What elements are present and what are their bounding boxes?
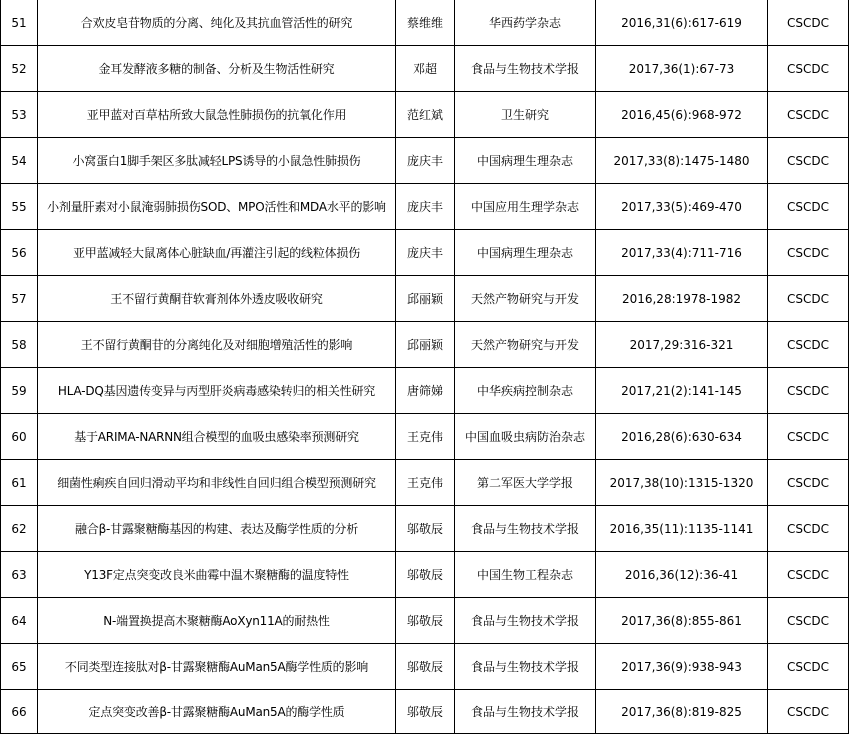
author-cell: 邬敬辰 — [396, 690, 455, 734]
author-cell: 王克伟 — [396, 414, 455, 460]
title-cell: N-端置换提高木聚糖酶AoXyn11A的耐热性 — [38, 598, 396, 644]
row-number-cell: 56 — [1, 230, 38, 276]
table-row — [1, 414, 849, 460]
row-number-cell: 54 — [1, 138, 38, 184]
title-cell: 小窝蛋白1脚手架区多肽减轻LPS诱导的小鼠急性肺损伤 — [38, 138, 396, 184]
author-cell: 范红斌 — [396, 92, 455, 138]
journal-cell: 天然产物研究与开发 — [455, 322, 596, 368]
title-cell: 王不留行黄酮苷的分离纯化及对细胞增殖活性的影响 — [38, 322, 396, 368]
index-cell: CSCDC — [768, 46, 849, 92]
journal-cell: 食品与生物技术学报 — [455, 644, 596, 690]
index-cell: CSCDC — [768, 598, 849, 644]
author-cell: 邬敬辰 — [396, 552, 455, 598]
index-cell: CSCDC — [768, 322, 849, 368]
index-cell: CSCDC — [768, 0, 849, 46]
title-cell: Y13F定点突变改良米曲霉中温木聚糖酶的温度特性 — [38, 552, 396, 598]
index-cell: CSCDC — [768, 690, 849, 734]
title-cell: 王不留行黄酮苷软膏剂体外透皮吸收研究 — [38, 276, 396, 322]
author-cell: 邬敬辰 — [396, 506, 455, 552]
row-number-cell: 60 — [1, 414, 38, 460]
author-cell: 邬敬辰 — [396, 644, 455, 690]
publication-info-cell: 2017,33(4):711-716 — [596, 230, 768, 276]
row-number-cell: 62 — [1, 506, 38, 552]
title-cell: 融合β-甘露聚糖酶基因的构建、表达及酶学性质的分析 — [38, 506, 396, 552]
row-number-cell: 52 — [1, 46, 38, 92]
row-number-cell: 59 — [1, 368, 38, 414]
author-cell: 唐筛娣 — [396, 368, 455, 414]
journal-cell: 中国生物工程杂志 — [455, 552, 596, 598]
title-cell: 金耳发酵液多糖的制备、分析及生物活性研究 — [38, 46, 396, 92]
row-number-cell: 57 — [1, 276, 38, 322]
journal-cell: 食品与生物技术学报 — [455, 46, 596, 92]
table-row — [1, 460, 849, 506]
publication-info-cell: 2017,36(9):938-943 — [596, 644, 768, 690]
publication-info-cell: 2016,28(6):630-634 — [596, 414, 768, 460]
title-cell: 基于ARIMA-NARNN组合模型的血吸虫感染率预测研究 — [38, 414, 396, 460]
title-cell: 合欢皮皂苷物质的分离、纯化及其抗血管活性的研究 — [38, 0, 396, 46]
title-cell: 不同类型连接肽对β-甘露聚糖酶AuMan5A酶学性质的影响 — [38, 644, 396, 690]
row-number-cell: 65 — [1, 644, 38, 690]
table-body — [1, 0, 849, 734]
table-row — [1, 276, 849, 322]
journal-cell: 天然产物研究与开发 — [455, 276, 596, 322]
table-row — [1, 322, 849, 368]
author-cell: 邱丽颖 — [396, 276, 455, 322]
index-cell: CSCDC — [768, 414, 849, 460]
journal-cell: 华西药学杂志 — [455, 0, 596, 46]
table-row — [1, 690, 849, 734]
journal-cell: 第二军医大学学报 — [455, 460, 596, 506]
journal-cell: 中国应用生理学杂志 — [455, 184, 596, 230]
publication-info-cell: 2017,38(10):1315-1320 — [596, 460, 768, 506]
author-cell: 庞庆丰 — [396, 230, 455, 276]
row-number-cell: 66 — [1, 690, 38, 734]
index-cell: CSCDC — [768, 230, 849, 276]
author-cell: 王克伟 — [396, 460, 455, 506]
row-number-cell: 53 — [1, 92, 38, 138]
index-cell: CSCDC — [768, 506, 849, 552]
table-row — [1, 46, 849, 92]
row-number-cell: 55 — [1, 184, 38, 230]
row-number-cell: 51 — [1, 0, 38, 46]
title-cell: 亚甲蓝减轻大鼠离体心脏缺血/再灌注引起的线粒体损伤 — [38, 230, 396, 276]
title-cell: HLA-DQ基因遗传变异与丙型肝炎病毒感染转归的相关性研究 — [38, 368, 396, 414]
journal-cell: 食品与生物技术学报 — [455, 598, 596, 644]
table-row — [1, 184, 849, 230]
table-row — [1, 138, 849, 184]
title-cell: 亚甲蓝对百草枯所致大鼠急性肺损伤的抗氧化作用 — [38, 92, 396, 138]
title-cell: 定点突变改善β-甘露聚糖酶AuMan5A的酶学性质 — [38, 690, 396, 734]
publication-info-cell: 2017,36(1):67-73 — [596, 46, 768, 92]
publication-info-cell: 2016,31(6):617-619 — [596, 0, 768, 46]
journal-cell: 卫生研究 — [455, 92, 596, 138]
title-cell: 细菌性痢疾自回归滑动平均和非线性自回归组合模型预测研究 — [38, 460, 396, 506]
table-row — [1, 92, 849, 138]
table-row — [1, 230, 849, 276]
author-cell: 邬敬辰 — [396, 598, 455, 644]
table-row — [1, 644, 849, 690]
table-row — [1, 506, 849, 552]
row-number-cell: 63 — [1, 552, 38, 598]
journal-cell: 中华疾病控制杂志 — [455, 368, 596, 414]
table-row — [1, 598, 849, 644]
publication-info-cell: 2017,29:316-321 — [596, 322, 768, 368]
publication-info-cell: 2016,35(11):1135-1141 — [596, 506, 768, 552]
journal-cell: 食品与生物技术学报 — [455, 690, 596, 734]
journal-cell: 中国病理生理杂志 — [455, 138, 596, 184]
row-number-cell: 58 — [1, 322, 38, 368]
publication-info-cell: 2017,33(5):469-470 — [596, 184, 768, 230]
index-cell: CSCDC — [768, 460, 849, 506]
table-row — [1, 552, 849, 598]
publication-info-cell: 2017,33(8):1475-1480 — [596, 138, 768, 184]
row-number-cell: 64 — [1, 598, 38, 644]
publication-info-cell: 2016,45(6):968-972 — [596, 92, 768, 138]
index-cell: CSCDC — [768, 368, 849, 414]
author-cell: 蔡维维 — [396, 0, 455, 46]
title-cell: 小剂量肝素对小鼠淹弱肺损伤SOD、MPO活性和MDA水平的影响 — [38, 184, 396, 230]
row-number-cell: 61 — [1, 460, 38, 506]
author-cell: 庞庆丰 — [396, 184, 455, 230]
publication-info-cell: 2017,21(2):141-145 — [596, 368, 768, 414]
journal-cell: 中国病理生理杂志 — [455, 230, 596, 276]
publication-info-cell: 2016,36(12):36-41 — [596, 552, 768, 598]
index-cell: CSCDC — [768, 184, 849, 230]
index-cell: CSCDC — [768, 138, 849, 184]
index-cell: CSCDC — [768, 552, 849, 598]
author-cell: 庞庆丰 — [396, 138, 455, 184]
publication-info-cell: 2017,36(8):855-861 — [596, 598, 768, 644]
journal-cell: 食品与生物技术学报 — [455, 506, 596, 552]
publication-info-cell: 2016,28:1978-1982 — [596, 276, 768, 322]
index-cell: CSCDC — [768, 276, 849, 322]
index-cell: CSCDC — [768, 644, 849, 690]
journal-cell: 中国血吸虫病防治杂志 — [455, 414, 596, 460]
author-cell: 邱丽颖 — [396, 322, 455, 368]
publication-info-cell: 2017,36(8):819-825 — [596, 690, 768, 734]
table-row — [1, 0, 849, 46]
table-row — [1, 368, 849, 414]
author-cell: 邓超 — [396, 46, 455, 92]
index-cell: CSCDC — [768, 92, 849, 138]
